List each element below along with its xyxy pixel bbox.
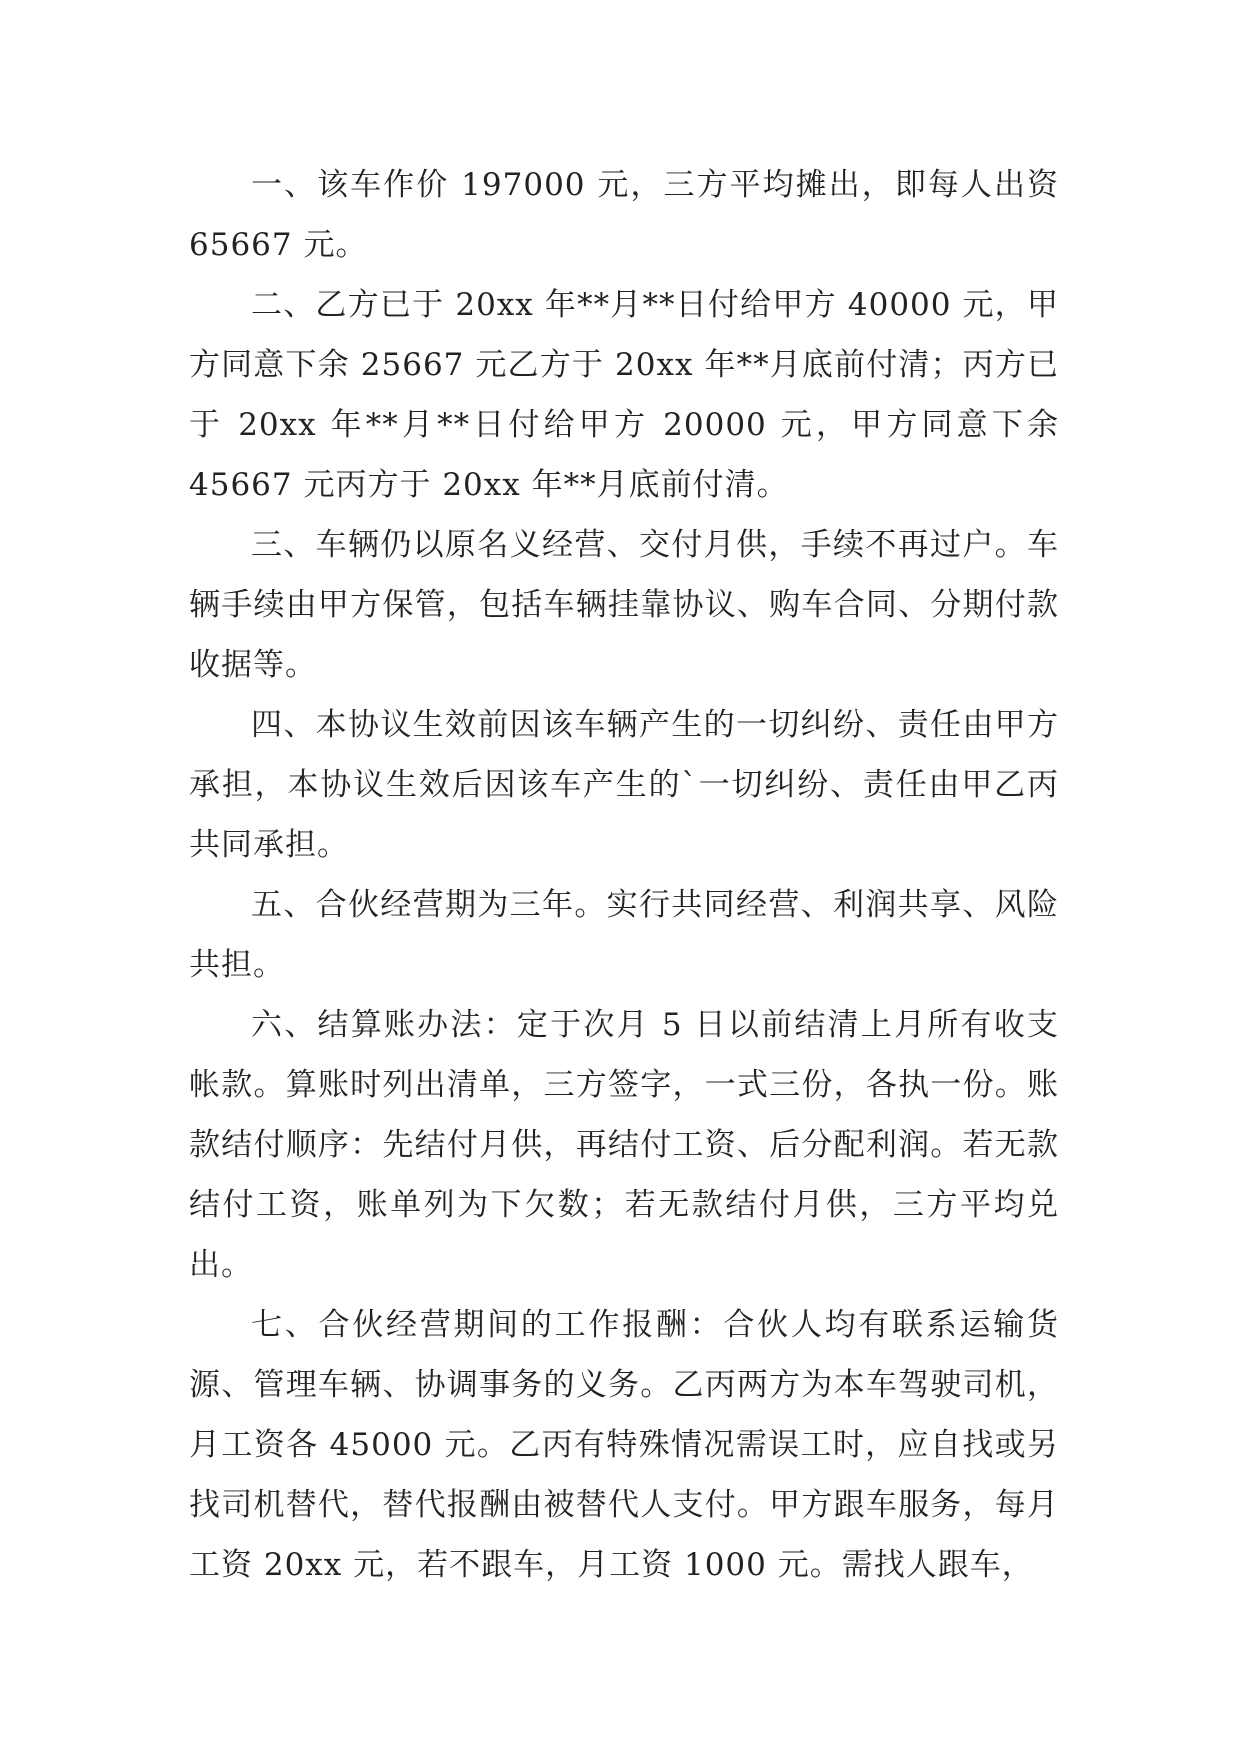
clause-6-paragraph: 六、结算账办法：定于次月 5 日以前结清上月所有收支帐款。算账时列出清单，三方签字，一式三份，各执一份。账款结付顺序：先结付月供，再结付工资、后分配利润。若无款结付工资，账单列为下欠数；若无款结付月供，三方平均兑出。 [189, 1007, 1059, 1283]
clause-2-paragraph: 二、乙方已于 20xx 年**月**日付给甲方 40000 元，甲方同意下余 25667 元乙方于 20xx 年**月底前付清；丙方已于 20xx 年**月**日付给甲方 20000 元，甲方同意下余 45667 元丙方于 20xx 年**月底前付清。 [189, 287, 1059, 503]
clause-3-paragraph: 三、车辆仍以原名义经营、交付月供，手续不再过户。车辆手续由甲方保管，包括车辆挂靠协议、购车合同、分期付款收据等。 [189, 527, 1059, 683]
clause-1-paragraph: 一、该车作价 197000 元，三方平均摊出，即每人出资 65667 元。 [189, 167, 1059, 263]
clause-5-paragraph: 五、合伙经营期为三年。实行共同经营、利润共享、风险共担。 [189, 887, 1059, 983]
document-body [189, 155, 1059, 1595]
clause-4-paragraph: 四、本协议生效前因该车辆产生的一切纠纷、责任由甲方承担，本协议生效后因该车产生的`一切纠纷、责任由甲乙丙共同承担。 [189, 707, 1059, 863]
clause-7-paragraph: 七、合伙经营期间的工作报酬：合伙人均有联系运输货源、管理车辆、协调事务的义务。乙丙两方为本车驾驶司机，月工资各 45000 元。乙丙有特殊情况需误工时，应自找或另找司机替代，替代报酬由被替代人支付。甲方跟车服务，每月工资 20xx 元，若不跟车，月工资 1000 元。需找人跟车， [189, 1307, 1059, 1583]
